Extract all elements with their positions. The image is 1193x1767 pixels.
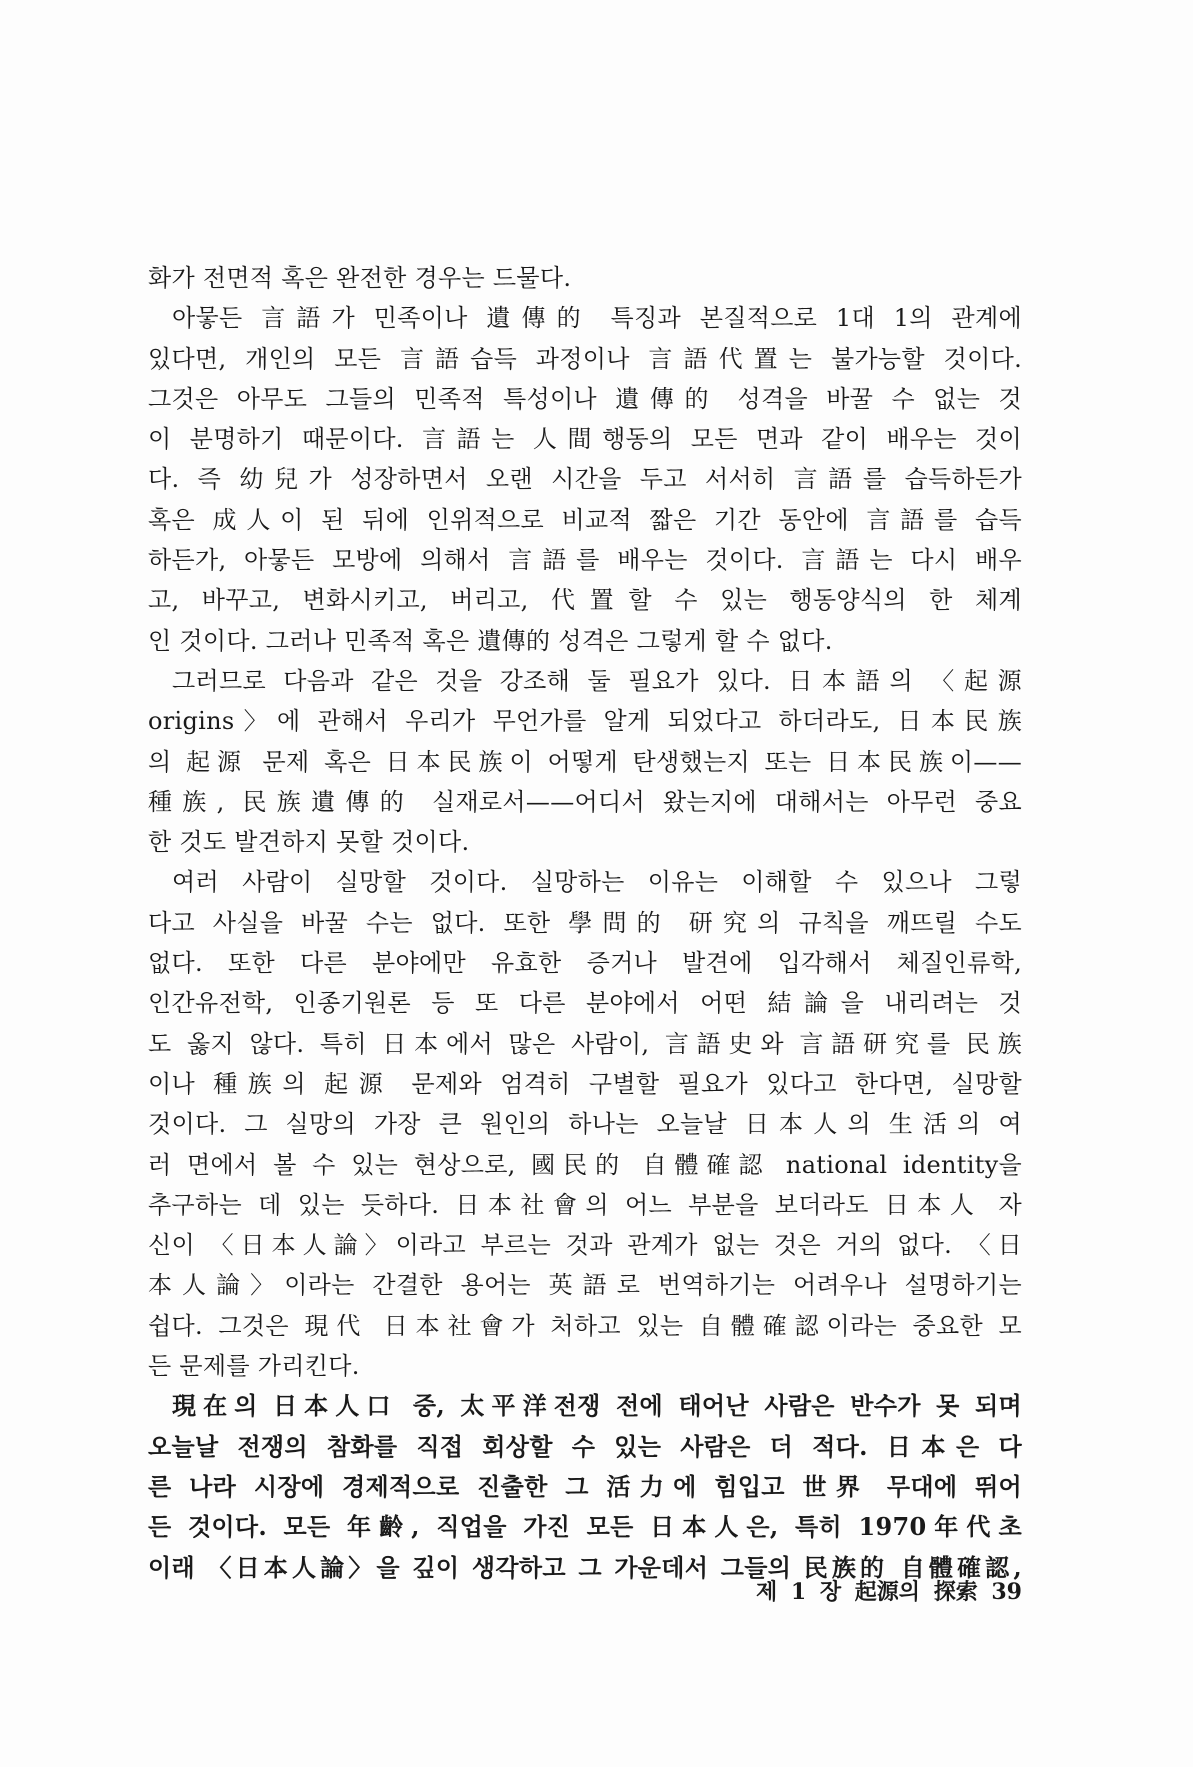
text-line-33: 이래 〈日本人論〉을 깊이 생각하고 그 가운데서 그들의 民族的 自體確認,: [148, 1552, 1022, 1582]
text-line-24: 추구하는 데 있는 듯하다. 日本社會의 어느 부분을 보더라도 日本人 자: [148, 1190, 1022, 1219]
text-line-16: 여러 사람이 실망할 것이다. 실망하는 이유는 이해할 수 있으나 그렇: [172, 868, 1022, 897]
text-line-30: 오늘날 전쟁의 참화를 직접 회상할 수 있는 사람은 더 적다. 日本은 다: [148, 1431, 1022, 1461]
text-line-2: 아뭏든 言語가 민족이나 遺傳的 특징과 본질적으로 1대 1의 관계에: [172, 304, 1022, 333]
text-line-4: 그것은 아무도 그들의 민족적 특성이나 遺傳的 성격을 바꿀 수 없는 것: [148, 384, 1022, 413]
text-line-32: 든 것이다. 모든 年齡, 직업을 가진 모든 日本人은, 특히 1970年代초: [148, 1512, 1022, 1542]
text-line-15: 한 것도 발견하지 못할 것이다.: [148, 828, 470, 857]
text-line-22: 것이다. 그 실망의 가장 큰 원인의 하나는 오늘날 日本人의 生活의 여: [148, 1110, 1022, 1139]
text-line-7: 혹은 成人이 된 뒤에 인위적으로 비교적 짧은 기간 동안에 言語를 습득: [148, 505, 1022, 534]
text-line-5: 이 분명하기 때문이다. 言語는 人間행동의 모든 면과 같이 배우는 것이: [148, 425, 1022, 454]
text-line-18: 없다. 또한 다른 분야에만 유효한 증거나 발견에 입각해서 체질인류학,: [148, 949, 1022, 978]
text-line-12: origins〉에 관해서 우리가 무언가를 알게 되었다고 하더라도, 日本民族: [148, 707, 1022, 736]
page-footer: 제 1 장 起源의 探索 39: [756, 1579, 1022, 1605]
text-line-23: 러 면에서 볼 수 있는 현상으로, 國民的 自體確認 national identity을: [148, 1150, 1022, 1179]
text-line-6: 다. 즉 幼兒가 성장하면서 오랜 시간을 두고 서서히 言語를 습득하든가: [148, 465, 1022, 494]
text-line-29: 現在의 日本人口 중, 太平洋전쟁 전에 태어난 사람은 반수가 못 되며: [172, 1391, 1022, 1421]
text-line-31: 른 나라 시장에 경제적으로 진출한 그 活力에 힘입고 世界 무대에 뛰어: [148, 1471, 1022, 1501]
text-line-8: 하든가, 아뭏든 모방에 의해서 言語를 배우는 것이다. 言語는 다시 배우: [148, 546, 1022, 575]
text-line-9: 고, 바꾸고, 변화시키고, 버리고, 代置할 수 있는 행동양식의 한 체계: [148, 586, 1022, 615]
text-line-10: 인 것이다. 그러나 민족적 혹은 遺傳的 성격은 그렇게 할 수 없다.: [148, 626, 833, 655]
text-line-19: 인간유전학, 인종기원론 등 또 다른 분야에서 어떤 結論을 내리려는 것: [148, 989, 1022, 1018]
text-line-20: 도 옳지 않다. 특히 日本에서 많은 사람이, 言語史와 言語研究를 民族: [148, 1029, 1022, 1058]
text-line-26: 本人論〉이라는 간결한 용어는 英語로 번역하기는 어려우나 설명하기는: [148, 1271, 1022, 1300]
text-line-27: 쉽다. 그것은 現代 日本社會가 처하고 있는 自體確認이라는 중요한 모: [148, 1311, 1022, 1340]
text-line-25: 신이 〈日本人論〉이라고 부르는 것과 관계가 없는 것은 거의 없다. 〈日: [148, 1231, 1022, 1260]
text-line-1: 화가 전면적 혹은 완전한 경우는 드물다.: [148, 264, 572, 292]
text-line-14: 種族, 民族遺傳的 실재로서——어디서 왔는지에 대해서는 아무런 중요: [148, 787, 1022, 816]
text-line-11: 그러므로 다음과 같은 것을 강조해 둘 필요가 있다. 日本語의 〈起源: [172, 666, 1022, 695]
text-line-17: 다고 사실을 바꿀 수는 없다. 또한 學問的 研究의 규칙을 깨뜨릴 수도: [148, 908, 1022, 937]
body-text: [148, 258, 1022, 1588]
text-line-21: 이나 種族의 起源 문제와 엄격히 구별할 필요가 있다고 한다면, 실망할: [148, 1069, 1022, 1098]
text-line-3: 있다면, 개인의 모든 言語습득 과정이나 言語代置는 불가능할 것이다.: [148, 344, 1022, 373]
text-line-28: 든 문제를 가리킨다.: [148, 1352, 360, 1381]
text-line-13: 의 起源 문제 혹은 日本民族이 어떻게 탄생했는지 또는 日本民族이——: [148, 747, 1022, 776]
final-paragraph: [148, 1386, 1022, 1587]
